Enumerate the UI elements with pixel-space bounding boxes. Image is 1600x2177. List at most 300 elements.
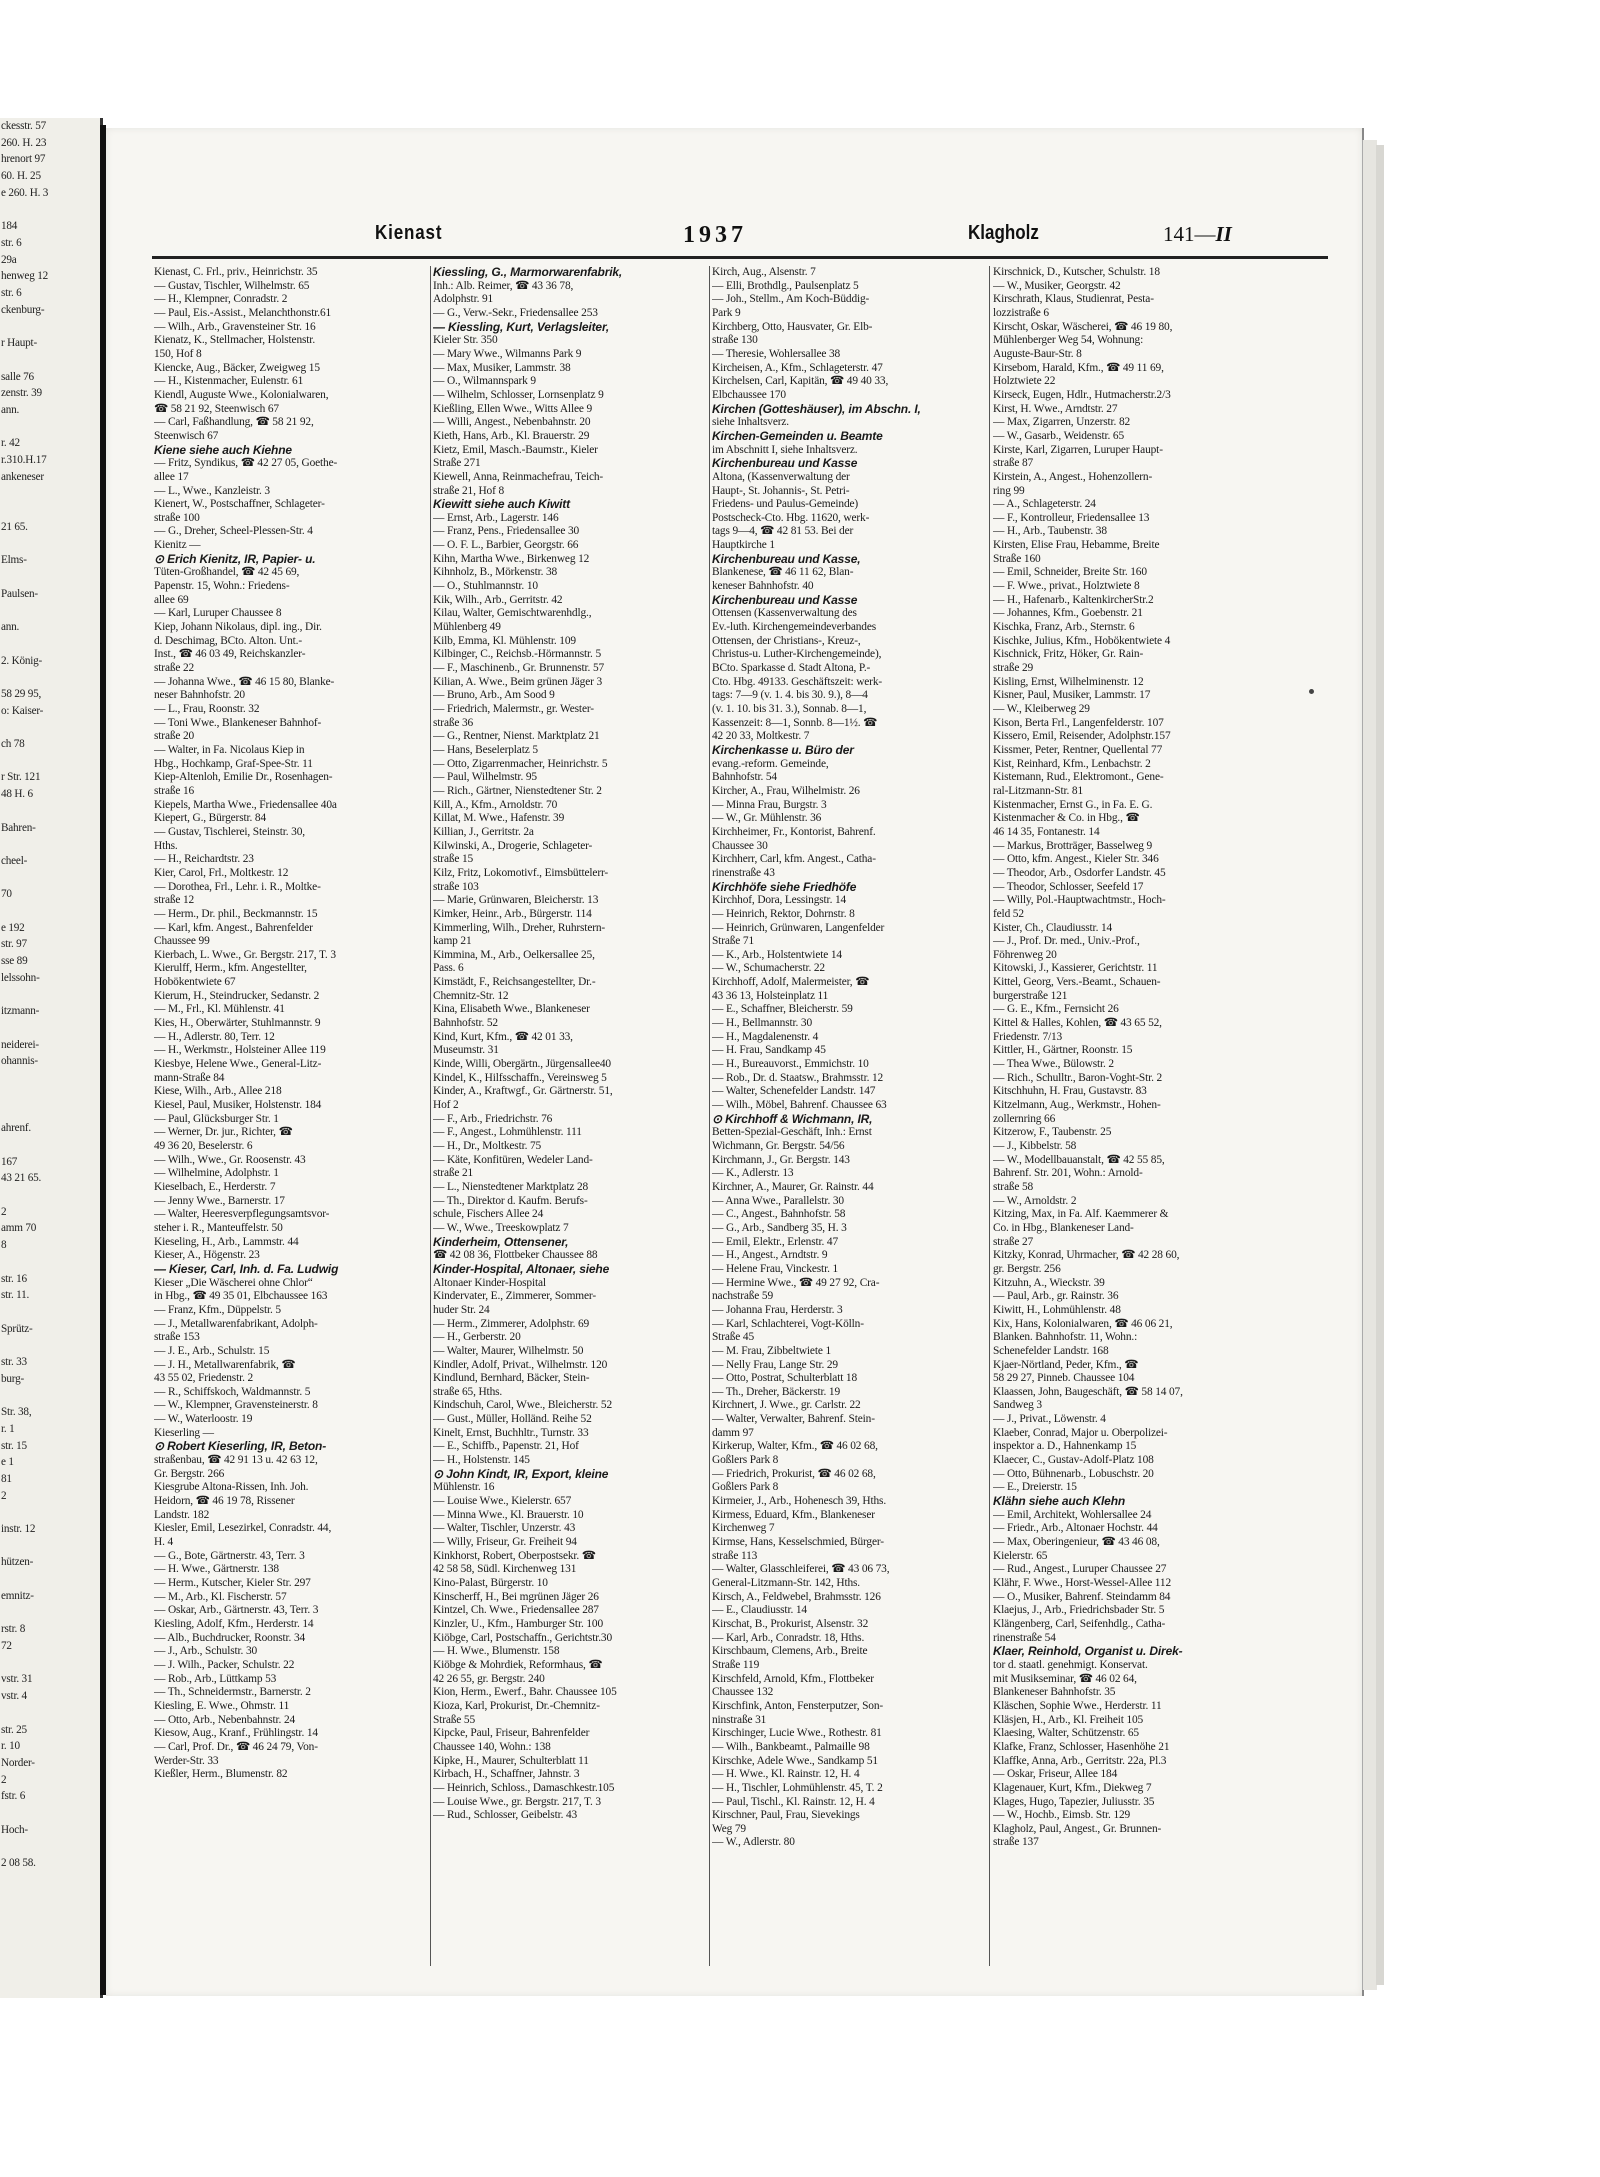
directory-entry-line: Kissero, Emil, Reisender, Adolphstr.157 (993, 730, 1171, 743)
directory-entry-line: — J., Metallwarenfabrikant, Adolph- (154, 1317, 318, 1330)
directory-entry-line: — Max, Zigarren, Unzerstr. 82 (993, 416, 1131, 429)
directory-entry-line: Blankenese, ☎ 46 11 62, Blan- (712, 566, 854, 579)
directory-entry-line: — Max, Oberingenieur, ☎ 43 46 08, (993, 1536, 1160, 1549)
directory-entry-line: General-Litzmann-Str. 142, Hths. (712, 1577, 860, 1589)
directory-entry-line: Park 9 (712, 306, 741, 319)
directory-entry-line: — Minna Frau, Burgstr. 3 (712, 798, 827, 811)
directory-entry-line: Kirseck, Eugen, Hdlr., Hutmacherstr.2/3 (993, 388, 1171, 401)
directory-entry-line: Kieselbach, E., Herderstr. 7 (154, 1180, 276, 1193)
directory-entry-line: — H., Tischler, Lohmühlenstr. 45, T. 2 (712, 1781, 883, 1794)
directory-entry-line: Kietz, Emil, Masch.-Baumstr., Kieler (433, 443, 598, 456)
directory-entry-line: Kienast, C. Frl., priv., Heinrichstr. 35 (154, 266, 318, 278)
directory-entry-line: Kissmer, Peter, Rentner, Quellental 77 (993, 743, 1163, 756)
directory-entry-line: Kistenmacher & Co. in Hbg., ☎ (993, 812, 1140, 825)
directory-entry-line: Kirschfeld, Arnold, Kfm., Flottbeker (712, 1672, 874, 1685)
left-page-line (0, 1337, 100, 1354)
directory-entry-line: straße 65, Hths. (433, 1385, 503, 1398)
directory-entry-line: — Johanna Wwe., ☎ 46 15 80, Blanke- (154, 675, 335, 688)
directory-entry-line: — F., Maschinenb., Gr. Brunnenstr. 57 (433, 662, 605, 675)
directory-entry-line: Christus-u. Luther-Kirchengemeinde), (712, 648, 882, 661)
directory-entry-line: straße 16 (154, 784, 195, 797)
header-rule (152, 256, 1328, 259)
directory-entry-line: — Willy, Friseur, Gr. Freiheit 94 (433, 1536, 577, 1549)
directory-entry-line: Kindervater, E., Zimmerer, Sommer- (433, 1290, 596, 1303)
directory-entry-line: Kirschbaum, Clemens, Arb., Breite (712, 1645, 868, 1658)
directory-entry-line: Kieseling, H., Arb., Lammstr. 44 (154, 1235, 299, 1248)
directory-entry-line: Bahrenf. Str. 201, Wohn.: Arnold- (993, 1167, 1143, 1180)
directory-entry-line: Ottensen, der Christians-, Kreuz-, (712, 634, 861, 647)
directory-entry-line: — Wilh., Arb., Gravensteiner Str. 16 (154, 320, 316, 333)
directory-entry-line: Kindler, Adolf, Privat., Wilhelmstr. 120 (433, 1358, 608, 1371)
directory-entry-line: mit Musikseminar, ☎ 46 02 64, (993, 1672, 1137, 1685)
left-page-line: 260. H. 23 (1, 136, 47, 149)
left-page-line: r Str. 121 (1, 771, 41, 784)
left-page-line: instr. 12 (1, 1523, 36, 1536)
directory-entry-line: Friedenstr. 7/13 (993, 1030, 1063, 1043)
directory-entry-line: — H., Werkmstr., Holsteiner Allee 119 (154, 1044, 326, 1057)
directory-entry-line: — Theresie, Wohlersallee 38 (712, 347, 841, 360)
directory-entry-line: Mühlenberg 49 (433, 621, 501, 634)
directory-entry-line: ninstraße 31 (712, 1713, 767, 1726)
directory-entry-line: — Oskar, Arb., Gärtnerstr. 43, Terr. 3 (154, 1604, 319, 1617)
directory-entry-line: Kierum, H., Steindrucker, Sedanstr. 2 (154, 989, 320, 1002)
directory-entry-line: — Carl, Prof. Dr., ☎ 46 24 79, Von- (154, 1740, 318, 1753)
directory-entry-line: 42 20 33, Moltkestr. 7 (712, 730, 810, 743)
directory-entry-line: — G., Verw.-Sekr., Friedensallee 253 (433, 306, 598, 319)
directory-entry-line: Kihn, Martha Wwe., Birkenweg 12 (433, 552, 590, 565)
directory-entry-line: — Wilhelmine, Adolphstr. 1 (154, 1167, 279, 1180)
directory-entry-line: — W., Schumacherstr. 22 (712, 962, 825, 975)
left-page-line: 29a (1, 253, 17, 266)
directory-entry-line: lozzistraße 6 (993, 306, 1049, 319)
left-page-line: Hoch- (1, 1823, 28, 1836)
left-page-line (0, 669, 100, 686)
directory-entry-line: — H., Holstenstr. 145 (433, 1454, 530, 1467)
directory-entry-line: Straße 45 (712, 1331, 754, 1344)
left-page-line: 184 (1, 220, 18, 233)
directory-entry-line: Kiesow, Aug., Kranf., Frühlingstr. 14 (154, 1727, 318, 1740)
directory-entry-line: Straße 160 (993, 552, 1041, 565)
directory-entry-line: Kieser, A., Högenstr. 23 (154, 1249, 260, 1262)
directory-entry-line: Kirchen (Gotteshäuser), im Abschn. I, (712, 402, 921, 416)
directory-entry-line: Kitschhuhn, H. Frau, Gustavstr. 83 (993, 1085, 1147, 1098)
directory-entry-line: — Karl, kfm. Angest., Bahrenfelder (154, 921, 313, 934)
directory-entry-line: Chaussee 132 (712, 1686, 774, 1699)
directory-entry-line: Kischnick, Fritz, Höker, Gr. Rain- (993, 648, 1144, 661)
directory-entry-line: Kindel, K., Hilfsschaffn., Vereinsweg 5 (433, 1071, 607, 1084)
directory-entry-line: Kjaer-Nörtland, Peder, Kfm., ☎ (993, 1358, 1139, 1371)
directory-entry-line: tags: 7—9 (v. 1. 4. bis 30. 9.), 8—4 (712, 689, 868, 702)
directory-entry-line: neser Bahnhofstr. 20 (154, 689, 245, 702)
directory-entry-line: Kircheisen, A., Kfm., Schlageterstr. 47 (712, 361, 883, 374)
directory-entry-line: Kistemann, Rud., Elektromont., Gene- (993, 771, 1164, 784)
left-page-line: str. 16 (1, 1272, 27, 1285)
directory-entry-line: Kischka, Franz, Arb., Sternstr. 6 (993, 621, 1135, 634)
directory-entry-line: 49 36 20, Beselerstr. 6 (154, 1140, 253, 1152)
directory-entry-line: Betten-Spezial-Geschäft, Inh.: Ernst (712, 1126, 872, 1139)
left-page-line: ckesstr. 57 (1, 120, 47, 132)
left-page-line: Elms- (1, 554, 27, 567)
directory-entry-line: Kirmeier, J., Arb., Hohenesch 39, Hths. (712, 1495, 887, 1508)
left-page-line: e 1 (1, 1456, 14, 1469)
scan-background-bottom (0, 1998, 1600, 2177)
directory-entry-line: Kiene siehe auch Kiehne (154, 443, 292, 457)
directory-entry-line: — J., Kibbelstr. 58 (993, 1140, 1077, 1152)
directory-column-3 (712, 266, 986, 1976)
directory-entry-line: — F., Angest., Lohmühlenstr. 111 (433, 1126, 582, 1139)
directory-entry-line: Kinelt, Ernst, Buchhltr., Turnstr. 33 (433, 1426, 589, 1439)
directory-entry-line: Kirschnick, D., Kutscher, Schulstr. 18 (993, 266, 1160, 278)
left-page-line: 2 (1, 1205, 7, 1218)
directory-entry-line: — L., Frau, Roonstr. 32 (154, 703, 260, 715)
directory-entry-line: — Heinrich, Grünwaren, Langenfelder (712, 921, 885, 934)
left-page-line (0, 419, 100, 436)
directory-entry-line: — G. E., Kfm., Fernsicht 26 (993, 1003, 1119, 1016)
directory-entry-line: — E., Dreierstr. 15 (993, 1481, 1077, 1494)
left-page-line: vstr. 31 (1, 1673, 33, 1686)
directory-entry-line: Bahnhofstr. 54 (712, 771, 777, 784)
page-edge-shadow (1376, 145, 1384, 1985)
directory-entry-line: Kino-Palast, Bürgerstr. 10 (433, 1577, 548, 1589)
left-page-line: neiderei- (1, 1038, 39, 1051)
directory-entry-line: Klaer, Reinhold, Organist u. Direk- (993, 1645, 1183, 1659)
directory-entry-line: — M., Frl., Kl. Mühlenstr. 41 (154, 1003, 285, 1016)
left-page-line (0, 602, 100, 619)
left-page-line: hrenort 97 (1, 153, 46, 166)
directory-entry-line: — W., Musiker, Georgstr. 42 (993, 279, 1121, 292)
directory-entry-line: Auguste-Baur-Str. 8 (993, 347, 1082, 360)
directory-entry-line: Kimstädt, F., Reichsangestellter, Dr.- (433, 976, 596, 989)
left-page-line: ahrenf. (1, 1122, 31, 1135)
directory-entry-line: — Johanna Frau, Herderstr. 3 (712, 1303, 843, 1316)
directory-entry-line: Goßlers Park 8 (712, 1454, 779, 1467)
directory-entry-line: Kiesel, Paul, Musiker, Holstenstr. 184 (154, 1099, 322, 1112)
directory-entry-line: Kisner, Paul, Musiker, Lammstr. 17 (993, 689, 1151, 702)
directory-entry-line: — Th., Schneidermstr., Barnerstr. 2 (154, 1686, 311, 1699)
directory-entry-line: — Paul, Glücksburger Str. 1 (154, 1112, 279, 1125)
directory-entry-line: — M., Arb., Kl. Fischerstr. 57 (154, 1590, 287, 1603)
directory-entry-line: Elbchaussee 170 (712, 388, 786, 401)
directory-entry-line: Kirchheimer, Fr., Kontorist, Bahrenf. (712, 825, 876, 838)
directory-entry-line: — Johannes, Kfm., Goebenstr. 21 (993, 607, 1143, 620)
directory-entry-line: 58 29 27, Pinneb. Chaussee 104 (993, 1372, 1135, 1385)
directory-entry-line: Museumstr. 31 (433, 1044, 499, 1057)
directory-entry-line: Kitzing, Max, in Fa. Alf. Kaemmerer & (993, 1208, 1169, 1221)
directory-entry-line: Föhrenweg 20 (993, 948, 1057, 961)
directory-entry-line: Kik, Wilh., Arb., Gerritstr. 42 (433, 593, 563, 606)
directory-entry-line: — Hans, Beselerplatz 5 (433, 743, 538, 756)
left-page-line: lelssohn- (1, 971, 40, 984)
directory-entry-line: Chemnitz-Str. 12 (433, 989, 509, 1002)
directory-entry-line: — Th., Direktor d. Kaufm. Berufs- (433, 1194, 588, 1207)
directory-entry-line: — Helene Frau, Vinckestr. 1 (712, 1262, 839, 1275)
left-page-line: 48 H. 6 (1, 788, 33, 801)
left-page-line (0, 1020, 100, 1037)
directory-entry-line: — Walter, Verwalter, Bahrenf. Stein- (712, 1413, 875, 1426)
directory-entry-line: — O., Wilmannspark 9 (433, 375, 536, 388)
directory-entry-line: — Rud., Schlosser, Geibelstr. 43 (433, 1809, 578, 1822)
directory-entry-line: Kirchelsen, Carl, Kapitän, ☎ 49 40 33, (712, 375, 889, 388)
directory-entry-line: — H., Bureauvorst., Emmichstr. 10 (712, 1058, 869, 1071)
directory-entry-line: ☎ 58 21 92, Steenwisch 67 (154, 402, 279, 415)
directory-entry-line: Kierbach, L. Wwe., Gr. Bergstr. 217, T. 3 (154, 948, 336, 961)
directory-entry-line: Kirstein, A., Angest., Hohenzollern- (993, 470, 1153, 483)
directory-entry-line: Kießler, Herm., Blumenstr. 82 (154, 1768, 288, 1781)
left-page-line (0, 903, 100, 920)
directory-entry-line: — Friedr., Arb., Altonaer Hochstr. 44 (993, 1522, 1158, 1535)
directory-entry-line: Kirsch, A., Feldwebel, Brahmsstr. 126 (712, 1590, 881, 1603)
left-page-line: fstr. 6 (1, 1790, 26, 1803)
directory-entry-line: — Elli, Brothdlg., Paulsenplatz 5 (712, 279, 859, 292)
directory-entry-line: 43 36 13, Holsteinplatz 11 (712, 989, 829, 1002)
left-page-line: ohannis- (1, 1055, 38, 1068)
left-page-line (0, 318, 100, 335)
left-page-line (0, 1137, 100, 1154)
directory-entry-line: — J., Arb., Schulstr. 30 (154, 1645, 258, 1658)
directory-entry-line: ring 99 (993, 484, 1025, 497)
directory-entry-line: — Dorothea, Frl., Lehr. i. R., Moltke- (154, 880, 321, 893)
directory-entry-line: Kintzel, Ch. Wwe., Friedensallee 287 (433, 1604, 599, 1617)
directory-entry-line: allee 69 (154, 593, 189, 606)
directory-entry-line: Kist, Reinhard, Kfm., Lenbachstr. 2 (993, 757, 1151, 770)
directory-entry-line: — Otto, Arb., Nebenbahnstr. 24 (154, 1713, 296, 1726)
directory-entry-line: Kirchenbureau und Kasse, (712, 552, 861, 566)
directory-entry-line: Kiewell, Anna, Reinmachefrau, Teich- (433, 470, 604, 483)
directory-entry-line: — Hermine Wwe., ☎ 49 27 92, Cra- (712, 1276, 880, 1289)
left-page-line (0, 803, 100, 820)
directory-entry-line: Inh.: Alb. Reimer, ☎ 43 36 78, (433, 279, 574, 292)
left-page-line: 21 65. (1, 520, 28, 533)
directory-entry-line: Kirmse, Hans, Kesselschmied, Bürger- (712, 1536, 884, 1549)
directory-entry-line: — H., Reichardtstr. 23 (154, 853, 254, 866)
directory-entry-line: — Otto, Postrat, Schulterblatt 18 (712, 1372, 858, 1385)
directory-entry-line: Kirschinger, Lucie Wwe., Rothestr. 81 (712, 1727, 882, 1740)
left-page-line (0, 1187, 100, 1204)
directory-entry-line: Mühlenstr. 16 (433, 1481, 495, 1494)
directory-entry-line: — Paul, Tischl., Kl. Rainstr. 12, H. 4 (712, 1795, 875, 1808)
directory-entry-line: tor d. staatl. genehmigt. Konservat. (993, 1658, 1148, 1671)
directory-entry-line: Klafke, Franz, Schlosser, Hasenhöhe 21 (993, 1740, 1170, 1753)
directory-entry-line: Straße 119 (712, 1658, 760, 1671)
directory-entry-line: — G., Rentner, Nienst. Marktplatz 21 (433, 730, 600, 743)
directory-entry-line: — H., Hafenarb., KaltenkircherStr.2 (993, 593, 1154, 606)
left-page-line (0, 1254, 100, 1271)
left-page-line (0, 352, 100, 369)
left-page-line (0, 1538, 100, 1555)
left-page-line: str. 33 (1, 1356, 27, 1369)
directory-entry-line: Kirchnert, J. Wwe., gr. Carlstr. 22 (712, 1399, 861, 1412)
directory-entry-line: Kirchhoff, Adolf, Malermeister, ☎ (712, 976, 870, 989)
directory-entry-line: Kircher, A., Frau, Wilhelmistr. 26 (712, 784, 860, 797)
directory-entry-line: — Gustav, Tischlerei, Steinstr. 30, (154, 825, 305, 838)
directory-entry-line: — Wilh., Bankbeamt., Palmaille 98 (712, 1740, 870, 1753)
left-page-line: ckenburg- (1, 303, 45, 316)
left-page-line (0, 870, 100, 887)
directory-entry-line: Kierulff, Herm., kfm. Angestellter, (154, 962, 307, 975)
directory-entry-line: ☎ 42 08 36, Flottbeker Chaussee 88 (433, 1249, 598, 1262)
directory-entry-line: Kipke, H., Maurer, Schulterblatt 11 (433, 1754, 589, 1767)
directory-entry-line: — W., Waterloostr. 19 (154, 1413, 253, 1426)
directory-entry-line: Killat, M. Wwe., Hafenstr. 39 (433, 812, 565, 825)
directory-entry-line: — Ernst, Arb., Lagerstr. 146 (433, 511, 559, 524)
directory-entry-line: ⊙ Kirchhoff & Wichmann, IR, (712, 1112, 873, 1126)
directory-entry-line: — Willy, Pol.-Hauptwachtmstr., Hoch- (993, 894, 1166, 907)
directory-entry-line: huder Str. 24 (433, 1303, 490, 1316)
left-page-line: hützen- (1, 1556, 34, 1569)
directory-entry-line: straße 113 (712, 1549, 758, 1562)
left-page-line: r Haupt- (1, 337, 37, 350)
directory-entry-line: — H. Wwe., Gärtnerstr. 138 (154, 1563, 279, 1576)
directory-entry-line: Kimker, Heinr., Arb., Bürgerstr. 114 (433, 907, 592, 920)
directory-column-1 (154, 266, 428, 1976)
margin-mark (1309, 689, 1314, 694)
directory-entry-line: straße 137 (993, 1836, 1039, 1849)
directory-entry-line: Blankeneser Bahnhofstr. 35 (993, 1686, 1116, 1699)
directory-entry-line: Kirch, Aug., Alsenstr. 7 (712, 266, 816, 278)
directory-entry-line: — W., Arnoldstr. 2 (993, 1194, 1077, 1207)
directory-entry-line: — W., Kleiberweg 29 (993, 703, 1090, 715)
directory-entry-line: Kipcke, Paul, Friseur, Bahrenfelder (433, 1727, 590, 1740)
left-page-line: 81 (1, 1472, 12, 1485)
directory-entry-line: nachstraße 59 (712, 1290, 773, 1303)
left-page-line: zenstr. 39 (1, 387, 42, 400)
directory-entry-line: Kirste, Karl, Zigarren, Luruper Haupt- (993, 443, 1163, 456)
directory-entry-line: — F., Arb., Friedrichstr. 76 (433, 1112, 553, 1125)
directory-entry-line: — E., Claudiusstr. 14 (712, 1604, 807, 1617)
directory-entry-line: (v. 1. 10. bis 31. 3.), Sonnab. 8—1, (712, 703, 867, 715)
directory-entry-line: Postscheck-Cto. Hbg. 11620, werk- (712, 511, 870, 524)
directory-entry-line: Kitzerow, F., Taubenstr. 25 (993, 1126, 1112, 1139)
left-page-line: r.310.H.17 (1, 454, 47, 467)
directory-entry-line: — H., Kistenmacher, Eulenstr. 61 (154, 375, 304, 388)
left-page-line: r. 1 (1, 1422, 15, 1435)
left-page-line: amm 70 (1, 1222, 37, 1235)
directory-entry-line: — W., Klempner, Gravensteinerstr. 8 (154, 1399, 318, 1412)
directory-entry-line: rinenstraße 54 (993, 1631, 1056, 1644)
left-page-line (0, 1571, 100, 1588)
column-divider (709, 266, 710, 1966)
directory-entry-line: in Hbg., ☎ 49 35 01, Elbchaussee 163 (154, 1290, 328, 1303)
directory-entry-line: — A., Schlageterstr. 24 (993, 498, 1096, 511)
directory-entry-line: Kirchenbureau und Kasse (712, 593, 858, 607)
directory-entry-line: — Rob., Dr. d. Staatsw., Brahmsstr. 12 (712, 1071, 884, 1084)
directory-entry-line: Kirschfink, Anton, Fensterputzer, Son- (712, 1699, 884, 1712)
directory-entry-line: Ottensen (Kassenverwaltung des (712, 607, 857, 620)
directory-entry-line: Kirscht, Oskar, Wäscherei, ☎ 46 19 80, (993, 320, 1173, 333)
directory-entry-line: steher i. R., Manteuffelstr. 50 (154, 1221, 283, 1234)
directory-entry-line: Kirchherr, Carl, kfm. Angest., Catha- (712, 853, 876, 866)
directory-entry-line: Kindschuh, Carol, Wwe., Bleicherstr. 52 (433, 1399, 613, 1412)
directory-entry-line: Kison, Berta Frl., Langenfelderstr. 107 (993, 716, 1164, 729)
directory-entry-line: — Käte, Konfitüren, Wedeler Land- (433, 1153, 593, 1166)
directory-entry-line: Kister, Ch., Claudiusstr. 14 (993, 921, 1113, 934)
directory-entry-line: straße 15 (433, 853, 474, 866)
directory-entry-line: tags 9—4, ☎ 42 81 53. Bei der (712, 525, 854, 538)
directory-entry-line: Blanken. Bahnhofstr. 11, Wohn.: (993, 1331, 1138, 1344)
directory-entry-line: Steenwisch 67 (154, 429, 219, 442)
directory-entry-line: Holztwiete 22 (993, 375, 1056, 388)
directory-entry-line: straße 29 (993, 662, 1034, 675)
directory-entry-line: Killian, J., Gerritstr. 2a (433, 825, 534, 838)
directory-entry-line: Kisling, Ernst, Wilhelminenstr. 12 (993, 675, 1144, 688)
directory-entry-line: evang.-reform. Gemeinde, (712, 757, 829, 770)
left-page-line: o: Kaiser- (1, 704, 44, 717)
directory-entry-line: — Walter, in Fa. Nicolaus Kiep in (154, 743, 305, 756)
directory-entry-line: Kiewitt siehe auch Kiwitt (433, 498, 570, 512)
directory-entry-line: Chaussee 99 (154, 935, 210, 948)
directory-entry-line: — F., Kontrolleur, Friedensallee 13 (993, 511, 1150, 524)
left-page-line: 70 (1, 888, 12, 901)
directory-entry-line: Kindlund, Bernhard, Bäcker, Stein- (433, 1372, 590, 1385)
directory-entry-line: Kirschner, Paul, Frau, Sievekings (712, 1809, 860, 1822)
directory-entry-line: — Franz, Kfm., Düppelstr. 5 (154, 1303, 281, 1316)
directory-entry-line: Kienitz — (154, 539, 201, 552)
directory-entry-line: Kitzuhn, A., Wieckstr. 39 (993, 1276, 1105, 1289)
directory-entry-line: Goßlers Park 8 (712, 1481, 779, 1494)
directory-entry-line: — L., Wwe., Kanzleistr. 3 (154, 484, 270, 497)
directory-column-2 (433, 266, 707, 1976)
directory-entry-line: — F. Wwe., privat., Holztwiete 8 (993, 580, 1140, 593)
left-page-line (0, 636, 100, 653)
directory-entry-line: Kirsebom, Harald, Kfm., ☎ 49 11 69, (993, 361, 1164, 374)
directory-entry-line: Kirst, H. Wwe., Arndtstr. 27 (993, 402, 1118, 415)
directory-entry-line: Altona, (Kassenverwaltung der (712, 470, 850, 483)
left-page-line (0, 753, 100, 770)
directory-entry-line: — H. Wwe., Kl. Rainstr. 12, H. 4 (712, 1768, 860, 1781)
left-page-line: itzmann- (1, 1005, 40, 1018)
directory-entry-line: Kix, Hans, Kolonialwaren, ☎ 46 06 21, (993, 1317, 1173, 1330)
directory-entry-line: Inst., ☎ 46 03 49, Reichskanzler- (154, 648, 306, 661)
directory-entry-line: Kiepert, G., Bürgerstr. 84 (154, 812, 266, 825)
directory-entry-line: Kiesling, E. Wwe., Ohmstr. 11 (154, 1699, 290, 1712)
directory-entry-line: Kimmerling, Wilh., Dreher, Ruhrstern- (433, 921, 606, 934)
directory-entry-line: — J. H., Metallwarenfabrik, ☎ (154, 1358, 296, 1371)
directory-entry-line: Kießling, Ellen Wwe., Witts Allee 9 (433, 402, 593, 415)
directory-entry-line: — O. F. L., Barbier, Georgstr. 66 (433, 539, 579, 552)
directory-entry-line: — H. Frau, Sandkamp 45 (712, 1044, 826, 1057)
directory-entry-line: Kirchen-Gemeinden u. Beamte (712, 429, 883, 443)
left-page-line (0, 536, 100, 553)
directory-entry-line: Straße 271 (433, 457, 481, 470)
directory-entry-line: kamp 21 (433, 935, 472, 948)
directory-column-4 (993, 266, 1267, 1976)
directory-entry-line: Kiendl, Auguste Wwe., Kolonialwaren, (154, 388, 329, 401)
directory-entry-line: — C., Angest., Bahnhofstr. 58 (712, 1208, 846, 1221)
directory-entry-line: — Herm., Dr. phil., Beckmannstr. 15 (154, 907, 318, 920)
left-page-line (0, 502, 100, 519)
directory-entry-line: Kassenzeit: 8—1, Sonnb. 8—1½. ☎ (712, 716, 878, 729)
directory-entry-line: allee 17 (154, 470, 189, 483)
left-page-line: 2 (1, 1773, 7, 1786)
directory-entry-line: — Herm., Zimmerer, Adolphstr. 69 (433, 1317, 590, 1330)
directory-entry-line: Kienert, W., Postschaffner, Schlageter- (154, 498, 325, 511)
directory-entry-line: Haupt-, St. Johannis-, St. Petri- (712, 484, 850, 497)
directory-entry-line: Kirsten, Elise Frau, Hebamme, Breite (993, 539, 1160, 552)
directory-entry-line: Kina, Elisabeth Wwe., Blankeneser (433, 1003, 590, 1016)
directory-entry-line: Wichmann, Gr. Bergstr. 54/56 (712, 1140, 845, 1152)
directory-entry-line: — W., Adlerstr. 80 (712, 1836, 795, 1849)
directory-entry-line: — R., Schiffskoch, Waldmannstr. 5 (154, 1385, 311, 1398)
directory-entry-line: — W., Gr. Mühlenstr. 36 (712, 812, 822, 825)
directory-entry-line: — Herm., Kutscher, Kieler Str. 297 (154, 1577, 311, 1589)
left-page-line: str. 11. (1, 1289, 30, 1302)
directory-entry-line: — Wilh., Möbel, Bahrenf. Chaussee 63 (712, 1099, 887, 1112)
left-page-line: Str. 38, (1, 1406, 32, 1419)
left-page-line: 60. H. 25 (1, 170, 41, 183)
left-page-line: 2 08 58. (1, 1857, 36, 1870)
directory-entry-line: Kinkhorst, Robert, Oberpostsekr. ☎ (433, 1549, 596, 1562)
left-page-line (0, 1387, 100, 1404)
